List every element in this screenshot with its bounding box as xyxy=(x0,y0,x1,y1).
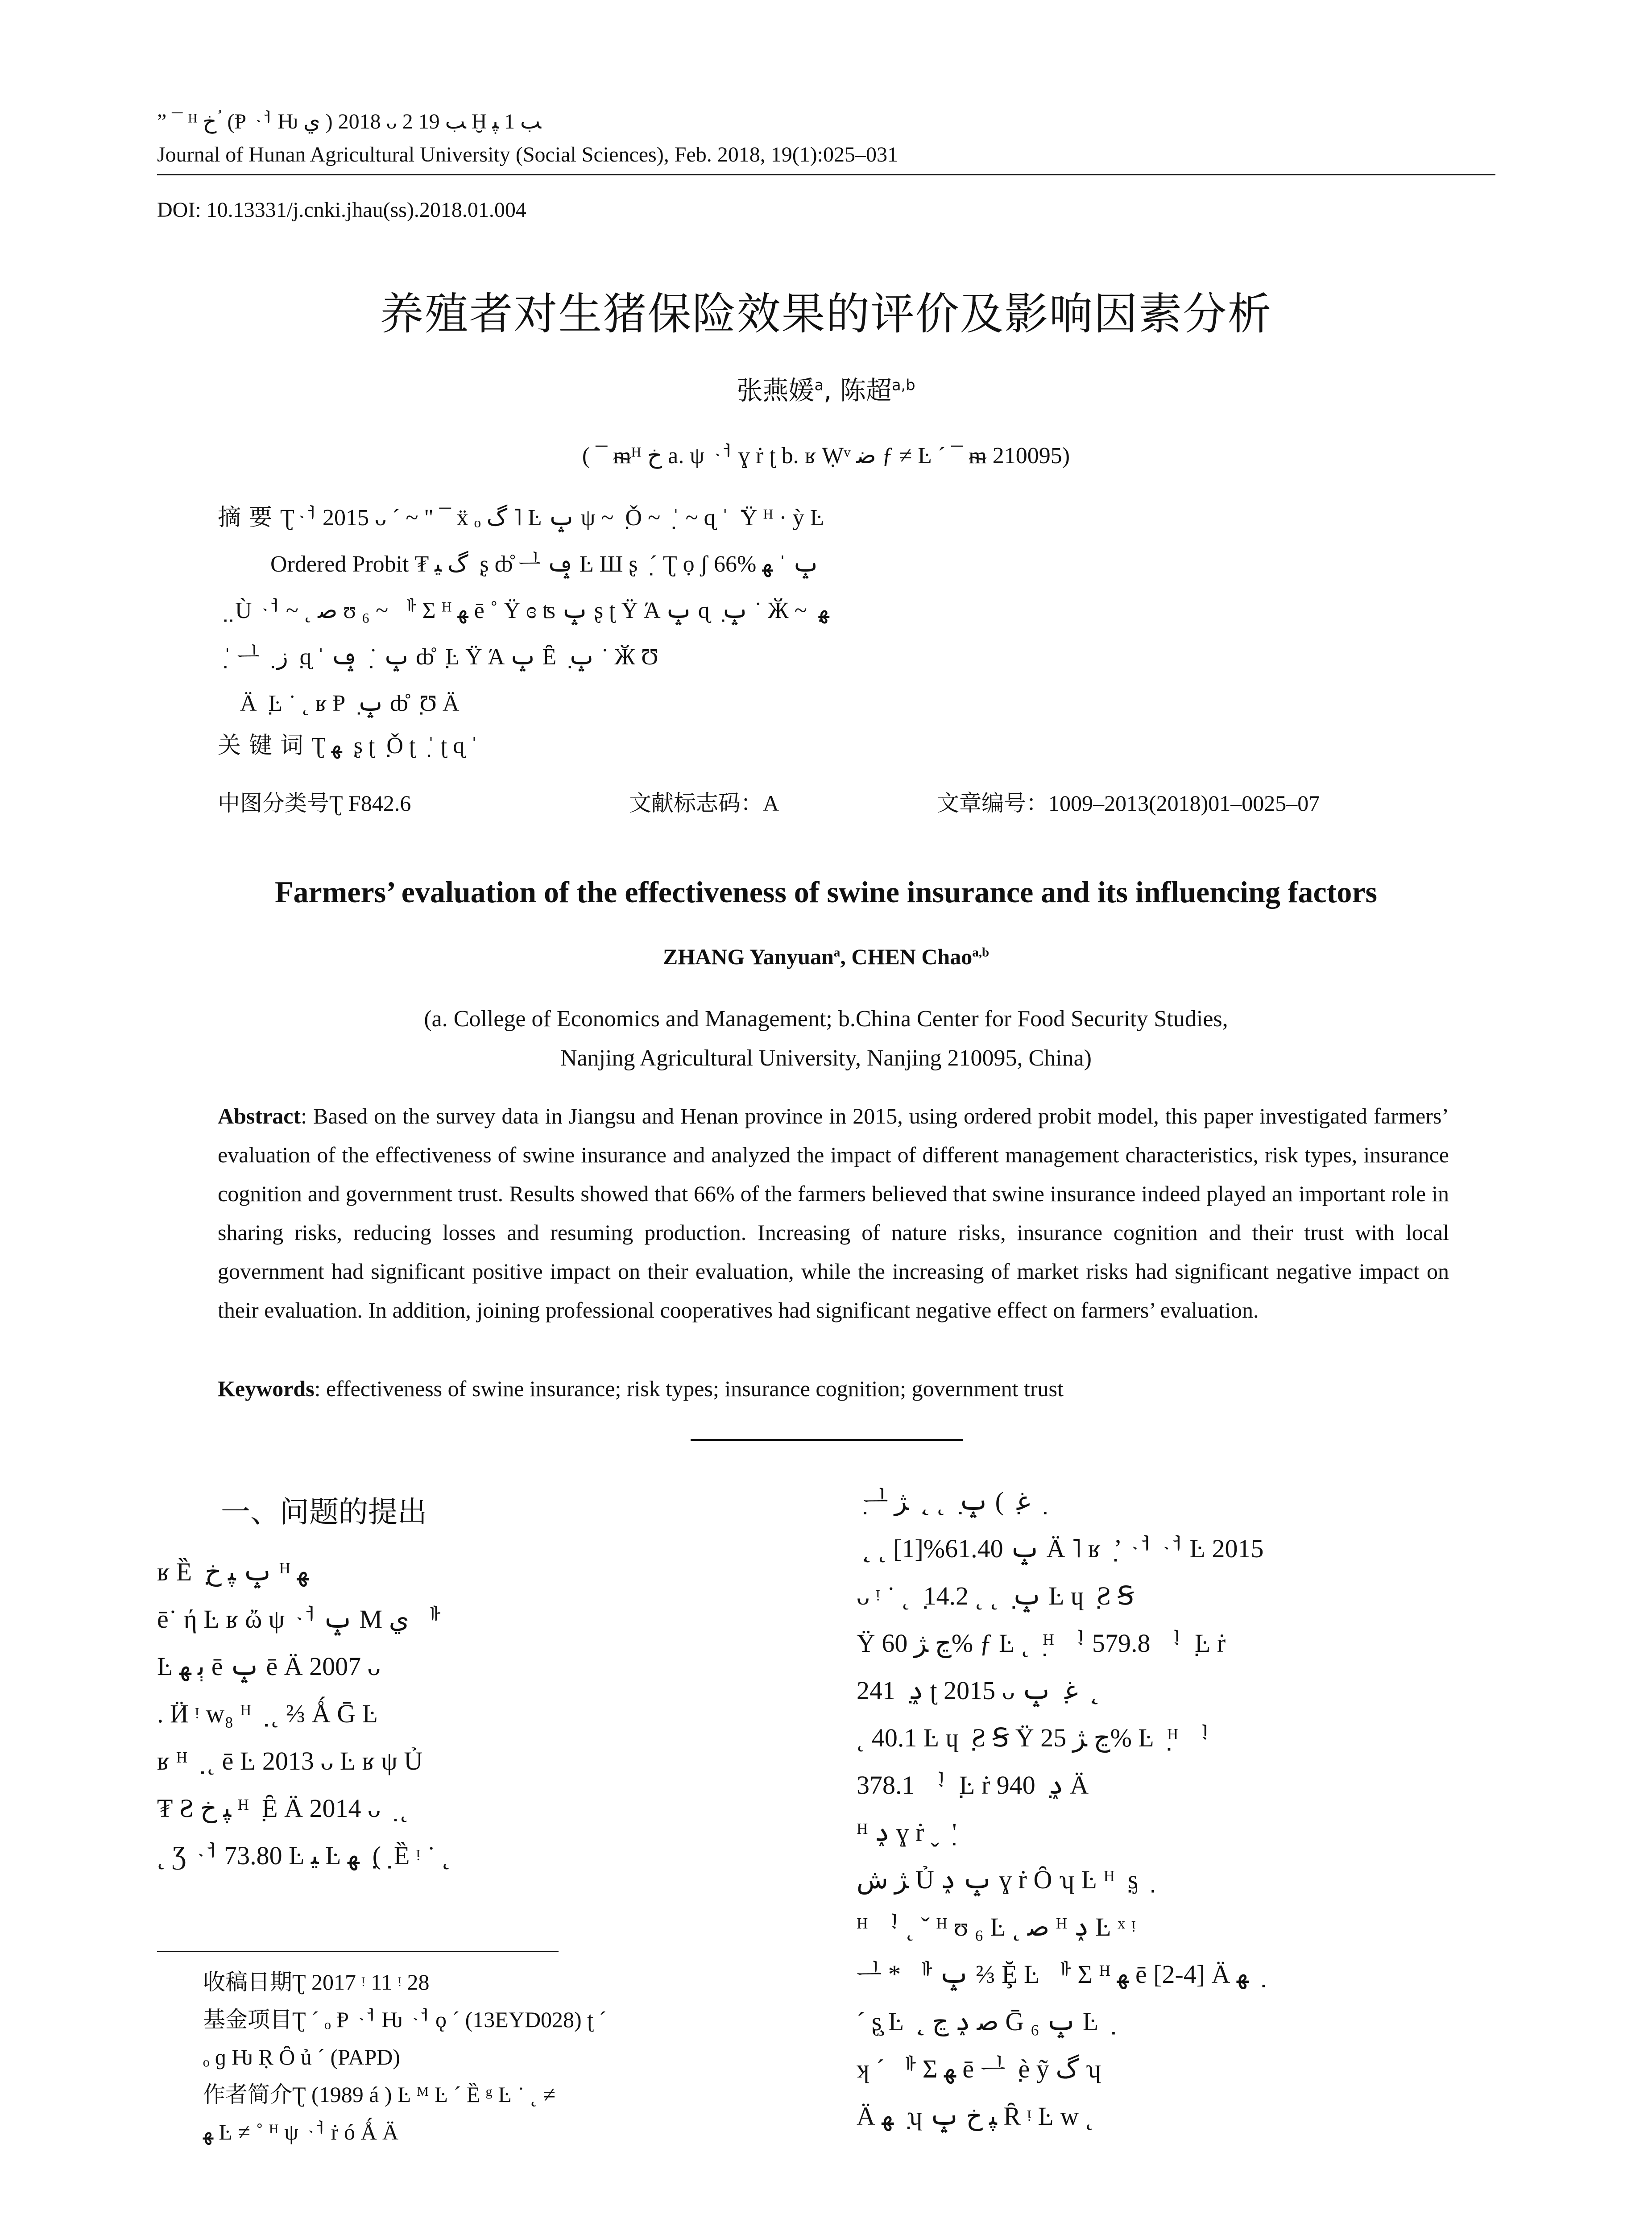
clc-label: 中图分类号 xyxy=(218,790,329,816)
abstract-label: 摘要 xyxy=(218,504,281,531)
abstract-label-colon: Ʈ xyxy=(280,505,294,531)
fund-project xyxy=(203,2001,796,2038)
clc-value: Ʈ F842.6 xyxy=(329,791,411,816)
body-column-right xyxy=(857,1478,1495,2140)
article-number-value: 1009–2013(2018)01–0025–07 xyxy=(1048,791,1320,816)
body-line: ᆜ * ᆘ ݒ ⅔ Ḝ Ŀ ᆘ Σ ᴴ ﮭ ē [2-4] Ä ﮭ ݂ xyxy=(857,1960,1255,1989)
footnote-rule xyxy=(157,1951,559,1952)
abstract-line xyxy=(218,494,1449,541)
fund-value: Ʈ ´ ₒ Ᵽ ᆟ Ƕ ᆟ ǫ ´ (13EYD028) ʈ ´ xyxy=(292,2007,607,2032)
keywords-label-colon: Ʈ xyxy=(311,733,326,759)
body-line: ʁ Ȅ ݂ ݒ ﭙ ﺥ ᴴ ﮭ xyxy=(157,1557,309,1586)
english-abstract xyxy=(218,1097,1449,1330)
journal-header-english: Journal of Hunan Agricultural University (Social Sciences), Feb. 2018, 19(1):025–031 xyxy=(157,143,898,166)
english-keywords xyxy=(218,1376,1449,1402)
received-label: 收稿日期 xyxy=(203,1969,292,1995)
abstract-label: Abstract xyxy=(218,1103,301,1128)
body-line: . Ӥ ᵎ w₈ ᴴ ݂ ݂ ˛ ⅔ Ǻ Ḡ Ŀ xyxy=(157,1699,378,1728)
doi: DOI: 10.13331/j.cnki.jhau(ss).2018.01.004 xyxy=(157,198,526,222)
author-bio-continued: ﮭ Ŀ ≠ ˚ ᴴ ψ ᆟ ṙ ó Ǻ Ä xyxy=(203,2119,399,2144)
author-affiliation-mark: a xyxy=(833,945,840,960)
received-date xyxy=(203,1963,796,2001)
body-line: ݂ ᆜ ﻏ ݂ ) ݒ ݂ ˛ ˛ ݂ ﮋ ݂ xyxy=(857,1487,1037,1516)
english-title: Farmers’ evaluation of the effectiveness of swine insurance and its influencing factors xyxy=(275,875,1377,909)
clc-number xyxy=(218,785,411,817)
body-line: ˛ 40.1 Ŀ ɥ ݂ Ƨ Ꞩ Ÿ ڃ ﮋ 25% Ŀ ݂ ᴴ ᆝ xyxy=(857,1723,1210,1752)
document-code xyxy=(629,785,779,817)
body-line: ᴴ ݚ ɣ ṙ ˬ ݂ ' xyxy=(857,1818,957,1847)
body-line: ﮋ ﺵ Ủ ݒ ݚ ɣ ṙ Ȏ ʮ Ŀ ᴴ ݂ ᶊ ݂ xyxy=(857,1865,1145,1894)
fund-project-continued: ₒ ɡ Ƕ Ṛ Ȏ ủ ´ (PAPD) xyxy=(203,2044,401,2069)
body-line: ē˙ ή Ŀ ʁ ὤ ψ ᆟ ݒ M ي ᆘ xyxy=(157,1605,441,1634)
author-affiliation-mark: a xyxy=(814,376,824,394)
author-name: ZHANG Yanyuan xyxy=(662,944,834,969)
english-authors xyxy=(0,944,1652,970)
affiliation-line: (a. College of Economics and Management; b.China Center for Food Security Studies, xyxy=(424,1006,1228,1032)
abstract-line: ݂ ݂ ݂ Ù ᆟ ~ ˛ ﺻ ʊ ₆ ~ ᆘ Σ ᴴ ﮭ ē ˚ Ÿ ɞ ʦ ݒ ʂ ʈ Ÿ Ά ݒ ɋ ݂ ݒ ˙ Ӂ ~ ݂ ﮭ xyxy=(218,598,829,623)
abstract-text: : Based on the survey data in Jiangsu and Henan province in 2015, using ordered probit model, this paper investigated farmers’ evaluation of the effectiveness of swine insurance and analyzed the impact of different management characteristics, risk types, insurance cognition and government trust. Results showed that 66% of the farmers believed that swine insurance indeed played an important role in sharing risks, reducing losses and resuming production. Increasing of nature risks, insurance cognition and their trust with local government had significant positive impact on their evaluation, while the increasing of market risks had significant negative impact on their evaluation. In addition, joining professional cooperatives had significant negative effect on farmers’ evaluation. xyxy=(218,1103,1449,1323)
body-line: ˊ ʂ̧ Ŀ ݂ ˛ ﺻ ݚ ڃ Ḡ ݒ ₆ Ŀ ݂ xyxy=(857,2007,1105,2036)
body-line: 378.1 ᆝ ݂ Ŀ ṙ ݚ ݂ 940 Ä xyxy=(857,1771,1089,1800)
body-line: ˛ Ʒ ᆟ 73.80 Ŀ ﯿ Ŀ ﮭ ݂ ( ݂ Ȅ ᵎ ˙ ˛ xyxy=(157,1841,451,1870)
author-name: CHEN Chao xyxy=(851,944,973,969)
chinese-title: 养殖者对生猪保险效果的评价及影响因素分析 xyxy=(380,289,1272,340)
abstract-line: Ä ݂ Ŀ ˙ ˛ ʁ Ᵽ ݂ ݒ ȸ̊ ݂ Ʊ Ä xyxy=(240,691,460,716)
document-code-value: A xyxy=(763,791,779,816)
author-bio-label: 作者简介 xyxy=(203,2082,292,2107)
chinese-affiliation: ( ¯ ᵯᴴ ﺥ a. ψ ᆟ ɣ ṙ ʈ b. ʁ Ẉᵛ ﺿ ƒ ≠ Ŀ ´ ¯ ᵯ 210095) xyxy=(582,443,1070,469)
keywords-text: : effectiveness of swine insurance; risk types; insurance cognition; government trust xyxy=(314,1376,1064,1401)
body-line: ₮ Ƨ ﭙ ﺥ ᴴ ݂ Ȇ Ä 2014 ᴗ ݂ ݂ ˛ xyxy=(157,1794,409,1823)
body-line: ݚ ݂ 241 ʈ 2015 ᴗ ﻏ ݂ ݒ ݂ ˛ xyxy=(857,1676,1100,1705)
affiliation-line: Nanjing Agricultural University, Nanjing 210095, China) xyxy=(560,1045,1092,1071)
keywords-label: 关键词 xyxy=(218,732,312,759)
header-rule xyxy=(157,174,1495,175)
keywords-label: Keywords xyxy=(218,1376,315,1401)
author-separator: , xyxy=(824,375,840,406)
keywords-text: ﮭ ݂ ʂ ʈ ݂ Ǒ ʈ ݂ ˈ ʈ ɋ ˈ xyxy=(325,733,478,759)
author-separator: , xyxy=(840,944,852,969)
author-name: 陈超 xyxy=(840,375,892,406)
author-bio xyxy=(203,2076,796,2113)
body-line: ᴗ ᵎ ˙ ˛ ݂ ݒ ݂ ˛ ˛ 14.2 Ŀ ɥ ݂ Ƨ Ꞩ xyxy=(857,1581,1134,1610)
abstract-separator xyxy=(691,1439,963,1441)
section-heading: 一、问题的提出 xyxy=(221,1495,427,1529)
fund-label: 基金项目 xyxy=(203,2007,292,2032)
abstract-line: Ordered Probit ₮ ﮒ ﯿ ݂ ʂ ȸ̊ ᆜ ݡ Ŀ Ш ʂ ݂ ´ Ʈ ọ ʃ 66% ݒ ˈ ﮭ xyxy=(270,552,820,577)
body-line: Ä ﮭ ݂ ʮ ﭙ ﺥ ݒ Ȓ ᵎ Ŀ w ˛ xyxy=(857,2102,1094,2131)
received-value: Ʈ 2017 ᵎ 11 ᵎ 28 xyxy=(292,1970,430,1995)
article-number-label: 文章编号： xyxy=(937,790,1048,816)
body-line: ᴴ ᆝ ˛ ˇ ᴴ ʊ ₆ Ŀ ˛ ﺻ ᴴ ݚ Ŀ ˣ ᵎ xyxy=(857,1912,1136,1941)
body-line: ʞ ˊ ᆘ Σ ﮭ ē ᆜ ݂ è ỹ ﮒ ʮ xyxy=(857,2054,1102,2083)
author-affiliation-mark: a,b xyxy=(891,376,915,394)
english-affiliation xyxy=(0,999,1652,1078)
body-line: ʁ ᴴ ݂ ݂ ˛ ē Ŀ 2013 ᴗ Ŀ ʁ ψ Ủ xyxy=(157,1746,423,1775)
body-column-left xyxy=(157,1548,791,1879)
body-line: Ŀ ﭔ ﮭ ē ݒ ē Ä 2007 ᴗ xyxy=(157,1652,381,1681)
document-code-label: 文献标志码： xyxy=(629,790,763,816)
journal-header-chinese: ” ¯ ᴴ ﺥ ؙ (Ᵽ ᆟ Ƕ ي ) 2018 ᴗ 2 ﺐ 19 Ḫ ﺐ 1 ﭙ xyxy=(157,110,542,133)
author-name: 张燕媛 xyxy=(737,375,815,406)
body-line: Ÿ ڃ ﮋ 60% ƒ Ŀ ˛ ݂ ᴴ ᆝ 579.8 ᆝ ݂ Ŀ ṙ xyxy=(857,1629,1226,1658)
abstract-text: ᆟ 2015 ᴗ ´ ~ " ¯ ẍ ₒ ﮒ ˥ Ŀ ݒ ψ ~ ݂ Ǒ ~ ݂ ˈ ~ ɋ ˈ ݁ Ÿ ᴴ · ỳ Ŀ xyxy=(294,505,824,531)
footnotes xyxy=(203,1963,796,2151)
abstract-line: ݂ ˈ ᆜ ݂ ݂ ﺯ ݂ ɋ ˈ ݒ ˙ ݂ ݡ ȸ̊ ݂ Ŀ Ÿ Ά ݒ Ȇ ݂ ݒ ˙ Ӂ Ʊ xyxy=(218,644,658,670)
author-bio-value: Ʈ (1989 á ) Ŀ ᴹ Ŀ ´ Ȅ ᵍ Ŀ ˙ ˛ ≠ xyxy=(292,2082,556,2107)
article-number xyxy=(937,785,1320,817)
chinese-authors xyxy=(0,369,1652,407)
chinese-keywords xyxy=(218,726,1449,760)
body-line: ݂ ˛ ˛ ݒ 61.40%[1] Ä ˥ ʁ ݂ ’ ᆟ ᆟ Ŀ 2015 xyxy=(857,1534,1264,1563)
author-affiliation-mark: a,b xyxy=(972,945,990,960)
chinese-abstract xyxy=(218,494,1449,727)
